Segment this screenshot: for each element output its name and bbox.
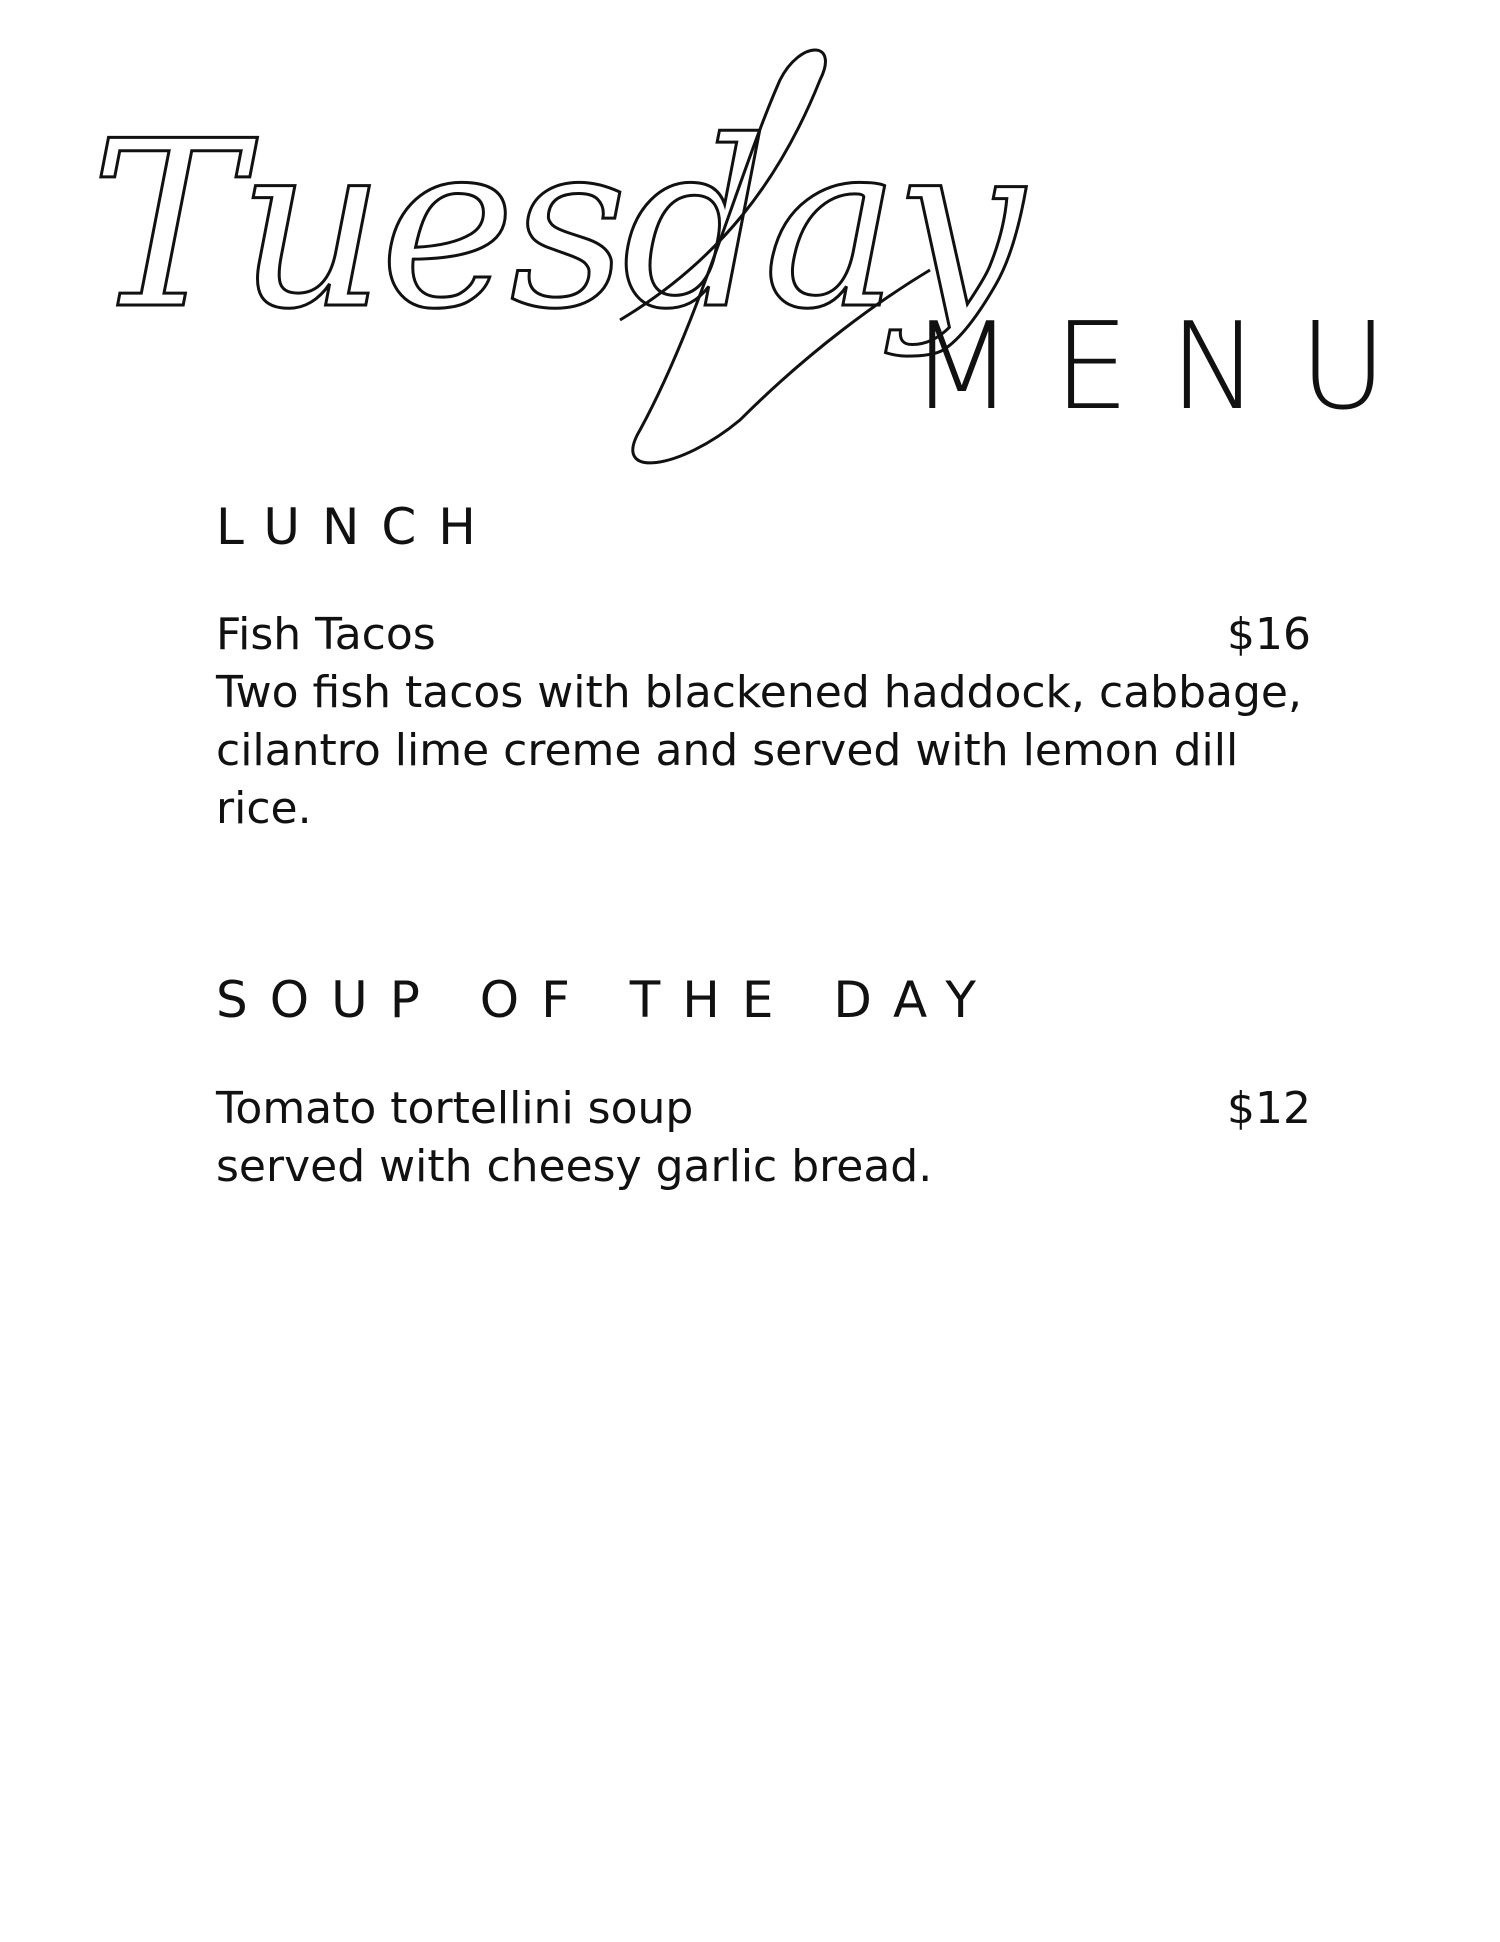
menu-item-tomato-soup	[216, 1080, 1316, 1196]
section-heading-soup: SOUP OF THE DAY	[216, 971, 998, 1029]
script-title	[80, 20, 1018, 480]
script-title-text: Tuesday	[90, 93, 1018, 360]
menu-item-row	[216, 1080, 1311, 1138]
menu-item-name: Tomato tortellini soup	[216, 1083, 694, 1134]
section-heading-lunch: LUNCH	[216, 498, 498, 556]
menu-item-price: $16	[1227, 609, 1311, 660]
menu-item-description: Two fish tacos with blackened haddock, cabbage, cilantro lime creme and served with lemon dill rice.	[216, 667, 1302, 834]
menu-item-price: $12	[1227, 1083, 1311, 1134]
menu-heading: MENU	[910, 298, 1427, 437]
menu-item-fish-tacos	[216, 606, 1316, 838]
menu-item-row	[216, 606, 1311, 664]
script-title-graphic	[80, 20, 1018, 480]
menu-item-description: served with cheesy garlic bread.	[216, 1141, 933, 1192]
menu-item-name: Fish Tacos	[216, 609, 436, 660]
